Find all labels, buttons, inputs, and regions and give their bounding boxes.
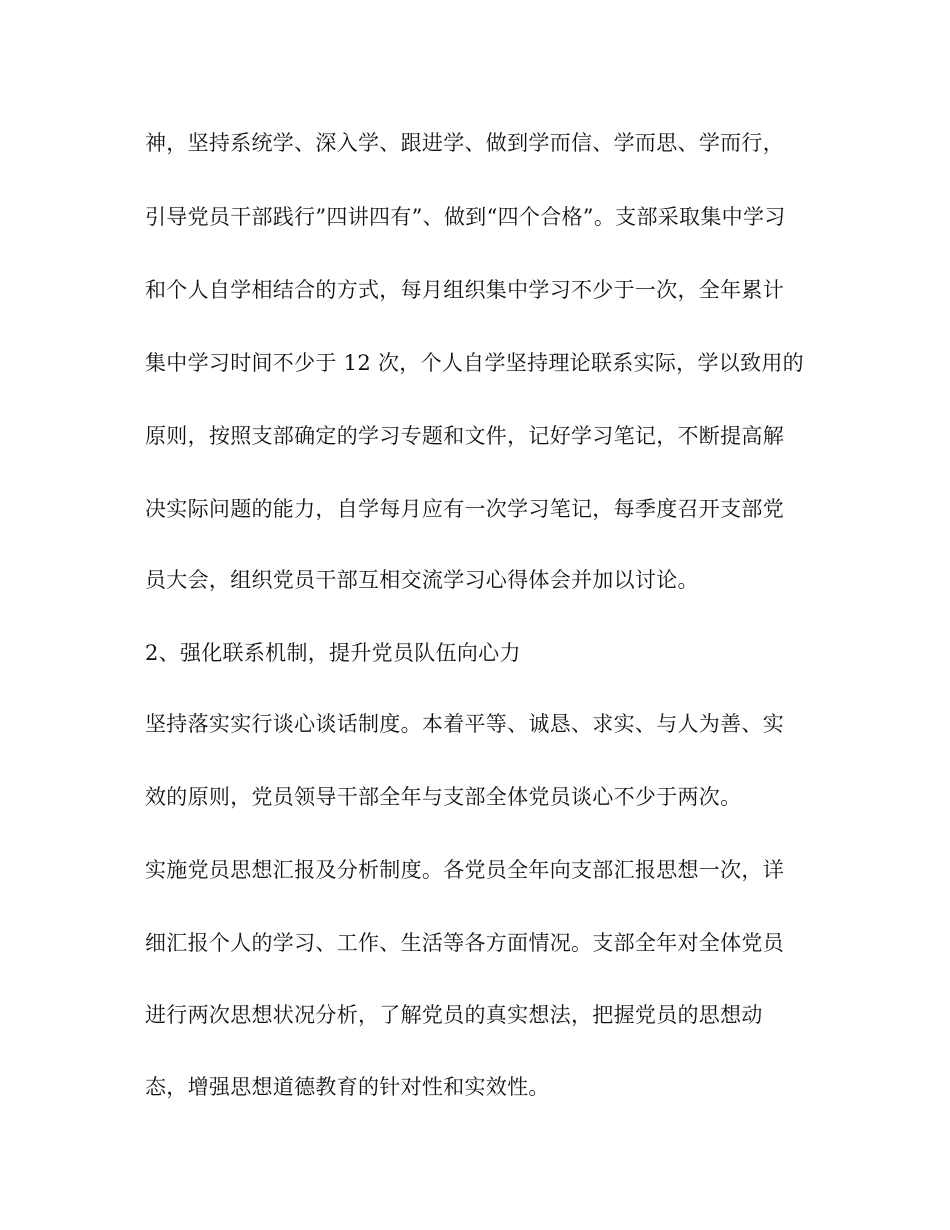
section-heading: 2、强化联系机制，提升党员队伍向心力 — [145, 641, 521, 665]
paragraph-line: 细汇报个人的学习、工作、生活等各方面情况。支部全年对全体党员 — [145, 931, 784, 955]
paragraph-line: 进行两次思想状况分析，了解党员的真实想法，把握党员的思想动 — [145, 1003, 763, 1027]
paragraph-line: 坚持落实实行谈心谈话制度。本着平等、诚恳、求实、与人为善、实 — [145, 712, 784, 736]
paragraph-line: 引导党员干部践行”四讲四有”、做到“四个合格”。支部采取集中学习 — [145, 205, 786, 229]
paragraph-line: 效的原则，党员领导干部全年与支部全体党员谈心不少于两次。 — [145, 785, 742, 809]
paragraph-line: 员大会，组织党员干部互相交流学习心得体会并加以讨论。 — [145, 568, 699, 592]
paragraph-line: 决实际问题的能力，自学每月应有一次学习笔记，每季度召开支部党 — [145, 497, 784, 521]
paragraph-line: 态，增强思想道德教育的针对性和实效性。 — [145, 1075, 550, 1099]
paragraph-line: 原则，按照支部确定的学习专题和文件，记好学习笔记，不断提高解 — [145, 424, 784, 448]
paragraph-line: 神，坚持系统学、深入学、跟进学、做到学而信、学而思、学而行， — [145, 131, 784, 155]
paragraph-line: 集中学习时间不少于 12 次，个人自学坚持理论联系实际，学以致用的 — [145, 351, 804, 375]
paragraph-line: 实施党员思想汇报及分析制度。各党员全年向支部汇报思想一次，详 — [145, 858, 784, 882]
paragraph-line: 和个人自学相结合的方式，每月组织集中学习不少于一次，全年累计 — [145, 278, 784, 302]
